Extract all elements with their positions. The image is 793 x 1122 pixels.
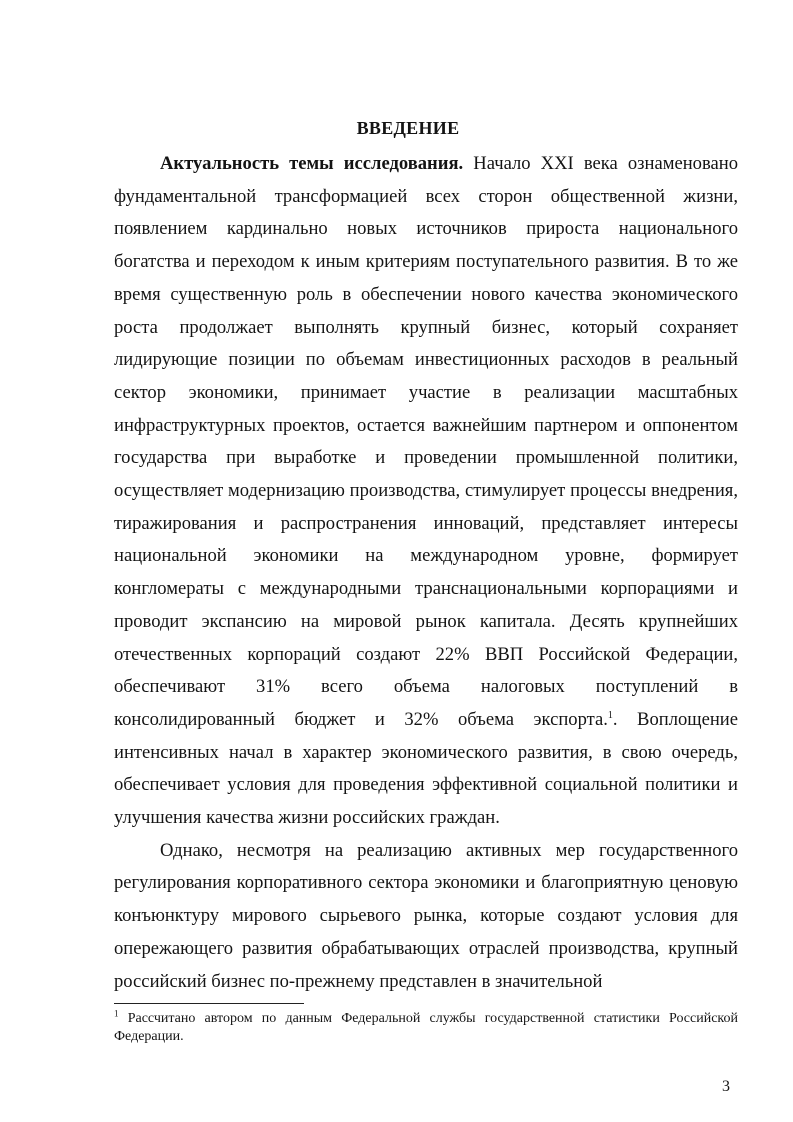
footnote-mark: 1 [114,1008,119,1019]
page-number: 3 [722,1078,730,1095]
paragraph-however: Однако, несмотря на реализацию активных мер государственного регулирования корпоративного сектора экономики и благоприятную ценовую конъюнктуру мирового сырьевого рынка, которые создают условия для опережающего развития обрабатывающих отраслей производства, крупный российский бизнес по-прежнему представлен в значительной [114,839,738,992]
footnote-separator [114,1003,304,1004]
paragraph-relevance [114,148,738,835]
lead-heading: Актуальность темы исследования. [160,153,464,174]
footnote-text: Рассчитано автором по данным Федеральной службы государственной статистики Российской Федерации. [114,1011,738,1044]
main-text [114,148,738,998]
footnote-reference: 1 [607,709,613,721]
paragraph-text-continued: . Воплощение интенсивных начал в характер экономического развития, в свою очередь, обеспечивает условия для проведения эффективной социальной политики и улучшения качества жизни российских граждан. [114,708,738,829]
paragraph-text: Начало XXI века ознаменовано фундаментальной трансформацией всех сторон общественной жизни, появлением кардинально новых источников прироста национального богатства и переходом к иным критериям поступательного развития. В то же время существенную роль в обеспечении нового качества экономического роста продолжает выполнять крупный бизнес, который сохраняет лидирующие позиции по объемам инвестиционных расходов в реальный сектор экономики, принимает участие в реализации масштабных инфраструктурных проектов, остается важнейшим партнером и оппонентом государства при выработке и проведении промышленной политики, осуществляет модернизацию производства, стимулирует процессы внедрения, тиражирования и распространения инноваций, представляет интересы национальной экономики на международном уровне, формирует конгломераты с международными транснациональными корпорациями и проводит экспансию на мировой рынок капитала. Десять крупнейших отечественных корпораций создают 22% ВВП Российской Федерации, обеспечивают 31% всего объема налоговых поступлений в консолидированный бюджет и 32% объема экспорта. [114,153,738,730]
footnote [114,1010,738,1046]
page-title: ВВЕДЕНИЕ [356,118,460,138]
